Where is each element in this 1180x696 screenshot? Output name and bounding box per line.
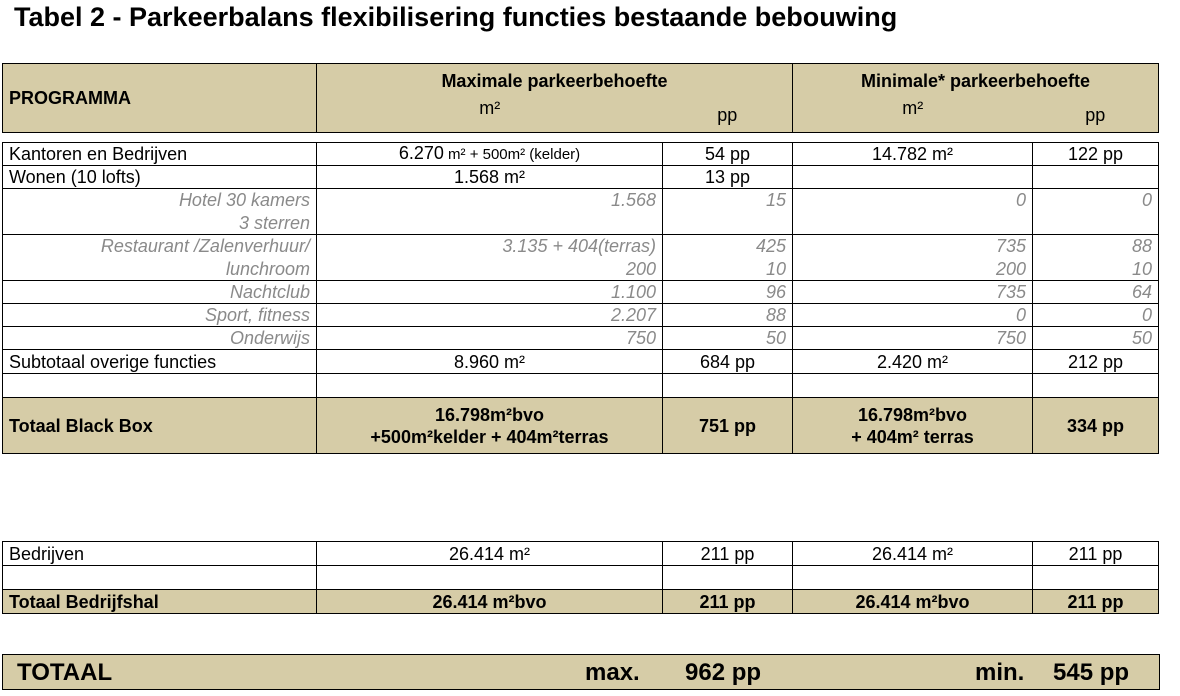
row-min-pp: 64 [1033, 281, 1159, 304]
header-max-pp: pp [663, 98, 793, 133]
row-min-pp [1033, 212, 1159, 235]
row-min-pp: 10 [1033, 258, 1159, 281]
row-min-pp: 212 pp [1033, 350, 1159, 374]
row-min-pp: 50 [1033, 327, 1159, 350]
grand-total-row [2, 654, 1160, 690]
row-max-m2: 6.270 m² + 500m² (kelder) [317, 143, 663, 166]
table-row [3, 258, 1159, 281]
row-max-pp: 13 pp [663, 166, 793, 189]
row-min-pp: 211 pp [1033, 590, 1159, 614]
header-min: Minimale* parkeerbehoefte [793, 64, 1159, 99]
row-name: Nachtclub [3, 281, 317, 304]
total-blackbox-row [3, 398, 1159, 454]
row-min-pp: 334 pp [1033, 398, 1159, 454]
row-name: Sport, fitness [3, 304, 317, 327]
row-max-pp: 211 pp [663, 590, 793, 614]
table-row [3, 166, 1159, 189]
table-row [3, 304, 1159, 327]
row-max-m2: 26.414 m²bvo [317, 590, 663, 614]
row-min-pp: 0 [1033, 304, 1159, 327]
row-min-m2: 14.782 m² [793, 143, 1033, 166]
spacer [3, 133, 1159, 143]
row-max-pp: 96 [663, 281, 793, 304]
row-min-m2: 26.414 m² [793, 542, 1033, 566]
row-name: Onderwijs [3, 327, 317, 350]
row-max-pp: 425 [663, 235, 793, 258]
row-min-m2 [793, 212, 1033, 235]
row-max-m2: 200 [317, 258, 663, 281]
row-min-m2: 735 [793, 281, 1033, 304]
row-max-pp: 88 [663, 304, 793, 327]
table-row [3, 143, 1159, 166]
row-max-pp: 15 [663, 189, 793, 212]
row-max-m2 [317, 212, 663, 235]
row-name: Totaal Black Box [3, 398, 317, 454]
row-max-m2: 2.207 [317, 304, 663, 327]
row-min-m2 [793, 166, 1033, 189]
empty-row [3, 374, 1159, 398]
row-name: Totaal Bedrijfshal [3, 590, 317, 614]
row-min-pp: 0 [1033, 189, 1159, 212]
empty-row [3, 566, 1159, 590]
row-min-m2: 0 [793, 304, 1033, 327]
header-max-m2: m² [317, 98, 663, 133]
row-max-pp: 50 [663, 327, 793, 350]
parking-balance-table [2, 63, 1159, 454]
row-max-m2: 3.135 + 404(terras) [317, 235, 663, 258]
table-row [3, 327, 1159, 350]
table-row [3, 542, 1159, 566]
header-programma: PROGRAMMA [3, 64, 317, 133]
total-max-value: 962 pp [685, 659, 762, 686]
row-max-m2: 1.568 [317, 189, 663, 212]
row-max-m2: 8.960 m² [317, 350, 663, 374]
row-name: Kantoren en Bedrijven [3, 143, 317, 166]
row-min-m2: 735 [793, 235, 1033, 258]
total-max-label: max. [585, 659, 640, 686]
row-max-pp: 10 [663, 258, 793, 281]
table-row [3, 281, 1159, 304]
row-name: Subtotaal overige functies [3, 350, 317, 374]
row-max-pp: 54 pp [663, 143, 793, 166]
row-max-m2: 750 [317, 327, 663, 350]
row-max-pp: 211 pp [663, 542, 793, 566]
table-row [3, 235, 1159, 258]
bedrijfshal-table [2, 541, 1159, 614]
row-min-m2: 2.420 m² [793, 350, 1033, 374]
row-name: 3 sterren [3, 212, 317, 235]
header-row-1 [3, 64, 1159, 99]
total-label: TOTAAL [17, 659, 113, 686]
table-row [3, 212, 1159, 235]
table-title: Tabel 2 - Parkeerbalans flexibilisering functies bestaande bebouwing [14, 2, 898, 32]
subtotal-row [3, 350, 1159, 374]
row-max-m2: 26.414 m² [317, 542, 663, 566]
row-name: Restaurant /Zalenverhuur/ [3, 235, 317, 258]
row-name: Bedrijven [3, 542, 317, 566]
row-min-m2: 200 [793, 258, 1033, 281]
row-max-pp: 751 pp [663, 398, 793, 454]
total-bedrijfshal-row [3, 590, 1159, 614]
row-min-pp: 211 pp [1033, 542, 1159, 566]
row-min-m2: 750 [793, 327, 1033, 350]
row-min-pp: 88 [1033, 235, 1159, 258]
row-min-pp: 122 pp [1033, 143, 1159, 166]
row-max-m2: 16.798m²bvo +500m²kelder + 404m²terras [317, 398, 663, 454]
header-max: Maximale parkeerbehoefte [317, 64, 793, 99]
total-min-value: 545 pp [1053, 659, 1130, 686]
row-max-m2: 1.568 m² [317, 166, 663, 189]
table-row [3, 189, 1159, 212]
row-max-m2: 1.100 [317, 281, 663, 304]
row-min-m2: 16.798m²bvo + 404m² terras [793, 398, 1033, 454]
row-name: lunchroom [3, 258, 317, 281]
header-min-pp: pp [1033, 98, 1159, 133]
row-min-m2: 0 [793, 189, 1033, 212]
row-max-pp [663, 212, 793, 235]
row-name: Hotel 30 kamers [3, 189, 317, 212]
row-min-m2: 26.414 m²bvo [793, 590, 1033, 614]
total-min-label: min. [975, 659, 1025, 686]
row-name: Wonen (10 lofts) [3, 166, 317, 189]
row-min-pp [1033, 166, 1159, 189]
header-min-m2: m² [793, 98, 1033, 133]
row-max-pp: 684 pp [663, 350, 793, 374]
